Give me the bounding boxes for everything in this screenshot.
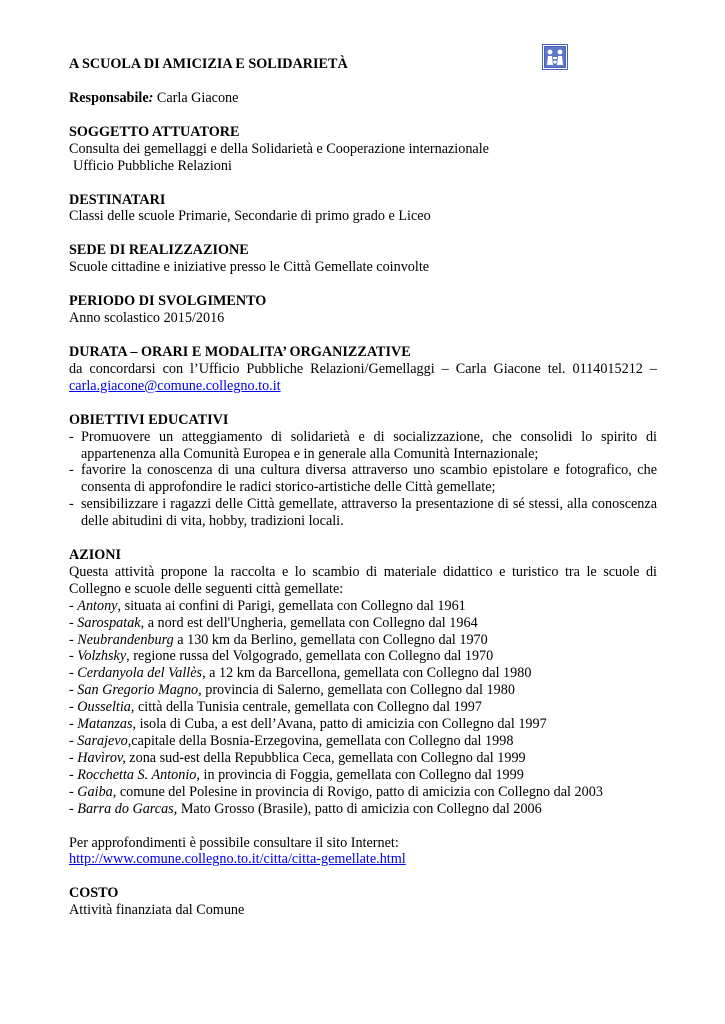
list-item: [69, 784, 657, 801]
city-desc: isola di Cuba, a est dell’Avana, patto di amicizia con Collegno dal 1997: [136, 716, 547, 733]
list-item: - favorire la conoscenza di una cultura diversa attraverso uno scambio epistolare e fotografico, che consenta di approfondire le radici storico-artistiche delle Città gemellate;: [69, 462, 657, 496]
city-desc: comune del Polesine in provincia di Rovigo, patto di amicizia con Collegno dal 2003: [116, 783, 603, 800]
durata-heading: DURATA – ORARI E MODALITA’ ORGANIZZATIVE: [69, 343, 411, 360]
azioni-heading: AZIONI: [69, 547, 122, 564]
list-item: - Promuovere un atteggiamento di solidarietà e di socializzazione, che consolidi lo spirito di appartenenza alla Comunità Europea e in generale alla Comunità Internazionale;: [69, 429, 657, 463]
city-name: Neubrandenburg: [77, 631, 174, 648]
costo-heading: COSTO: [69, 885, 119, 902]
city-desc: a 130 km da Berlino, gemellata con Collegno dal 1970: [173, 631, 488, 648]
list-item: [69, 632, 657, 649]
city-name: Gaiba,: [77, 783, 117, 800]
cities-list: [69, 598, 657, 818]
city-name: Cerdanyola del Vallès: [77, 665, 203, 682]
city-name: Volzhsky: [77, 648, 127, 665]
city-desc: ,capitale della Bosnia-Erzegovina, gemellata con Collegno dal 1998: [127, 733, 514, 749]
sede-text: Scuole cittadine e iniziative presso le Città Gemellate coinvolte: [69, 259, 430, 276]
city-name: Sarajevo: [77, 733, 128, 749]
periodo-heading: PERIODO DI SVOLGIMENTO: [69, 293, 267, 310]
obiettivi-list: [69, 429, 657, 530]
city-name: Barra do Garcas,: [77, 800, 178, 817]
city-desc: , a nord est dell'Ungheria, gemellata con Collegno dal 1964: [140, 614, 478, 631]
obiettivi-heading: OBIETTIVI EDUCATIVI: [69, 411, 229, 428]
list-item: [69, 598, 657, 615]
soggetto-line2: Ufficio Pubbliche Relazioni: [73, 157, 232, 174]
city-desc: provincia di Salerno, gemellata con Collegno dal 1980: [201, 682, 515, 699]
list-item: - sensibilizzare i ragazzi delle Città gemellate, attraverso la presentazione di sé stessi, alla conoscenza delle abitudini di vita, hobby, tradizioni locali.: [69, 496, 657, 530]
document-body: [69, 56, 657, 919]
approfondimenti-text: Per approfondimenti è possibile consultare il sito Internet:: [69, 834, 399, 851]
city-name: Sarospatak: [77, 614, 141, 631]
city-desc: , situata ai confini di Parigi, gemellata con Collegno dal 1961: [117, 597, 466, 614]
list-item: [69, 648, 657, 665]
city-desc: , regione russa del Volgogrado, gemellata con Collegno dal 1970: [126, 648, 494, 665]
city-name: Rocchetta S. Antonio,: [77, 766, 200, 783]
gemellate-website-link[interactable]: http://www.comune.collegno.to.it/citta/citta-gemellate.html: [69, 851, 406, 868]
city-desc: Mato Grosso (Brasile), patto di amicizia con Collegno dal 2006: [177, 800, 542, 817]
city-name: Havìrov,: [77, 749, 126, 766]
responsabile-line: [69, 90, 657, 107]
destinatari-text: Classi delle scuole Primarie, Secondarie di primo grado e Liceo: [69, 208, 431, 225]
city-desc: zona sud-est della Repubblica Ceca, gemellata con Collegno dal 1999: [125, 749, 526, 766]
contact-email-link[interactable]: carla.giacone@comune.collegno.to.it: [69, 377, 281, 394]
city-name: Antony: [77, 597, 118, 614]
periodo-text: Anno scolastico 2015/2016: [69, 310, 225, 327]
city-desc: , a 12 km da Barcellona, gemellata con Collegno dal 1980: [202, 665, 532, 682]
costo-text: Attività finanziata dal Comune: [69, 902, 245, 919]
azioni-intro: Questa attività propone la raccolta e lo scambio di materiale didattico e turistico tra le scuole di Collegno e scuole delle seguenti città gemellate:: [69, 563, 657, 597]
list-item: [69, 750, 657, 767]
city-desc: , città della Tunisia centrale, gemellata con Collegno dal 1997: [130, 699, 482, 716]
city-name: Matanzas,: [77, 716, 137, 733]
city-name: Ousseltia: [77, 699, 131, 716]
list-item: [69, 733, 657, 750]
list-item: [69, 665, 657, 682]
city-name: San Gregorio Magno,: [77, 682, 202, 699]
city-desc: in provincia di Foggia, gemellata con Collegno dal 1999: [199, 766, 524, 783]
list-item: [69, 801, 657, 818]
soggetto-line1: Consulta dei gemellaggi e della Solidarietà e Cooperazione internazionale: [69, 140, 489, 157]
document-title: A SCUOLA DI AMICIZIA E SOLIDARIETÀ: [69, 56, 348, 72]
soggetto-heading: SOGGETTO ATTUATORE: [69, 123, 240, 140]
list-item: [69, 699, 657, 716]
list-item: [69, 615, 657, 632]
responsabile-colon: :: [148, 89, 154, 106]
responsabile-label: Responsabile: [69, 89, 149, 106]
durata-text: da concordarsi con l’Ufficio Pubbliche Relazioni/Gemellaggi – Carla Giacone tel. 0114015212 –: [69, 360, 657, 377]
list-item: [69, 682, 657, 699]
responsabile-value: Carla Giacone: [153, 89, 239, 106]
list-item: [69, 767, 657, 784]
sede-heading: SEDE DI REALIZZAZIONE: [69, 242, 249, 259]
list-item: [69, 716, 657, 733]
destinatari-heading: DESTINATARI: [69, 191, 166, 208]
